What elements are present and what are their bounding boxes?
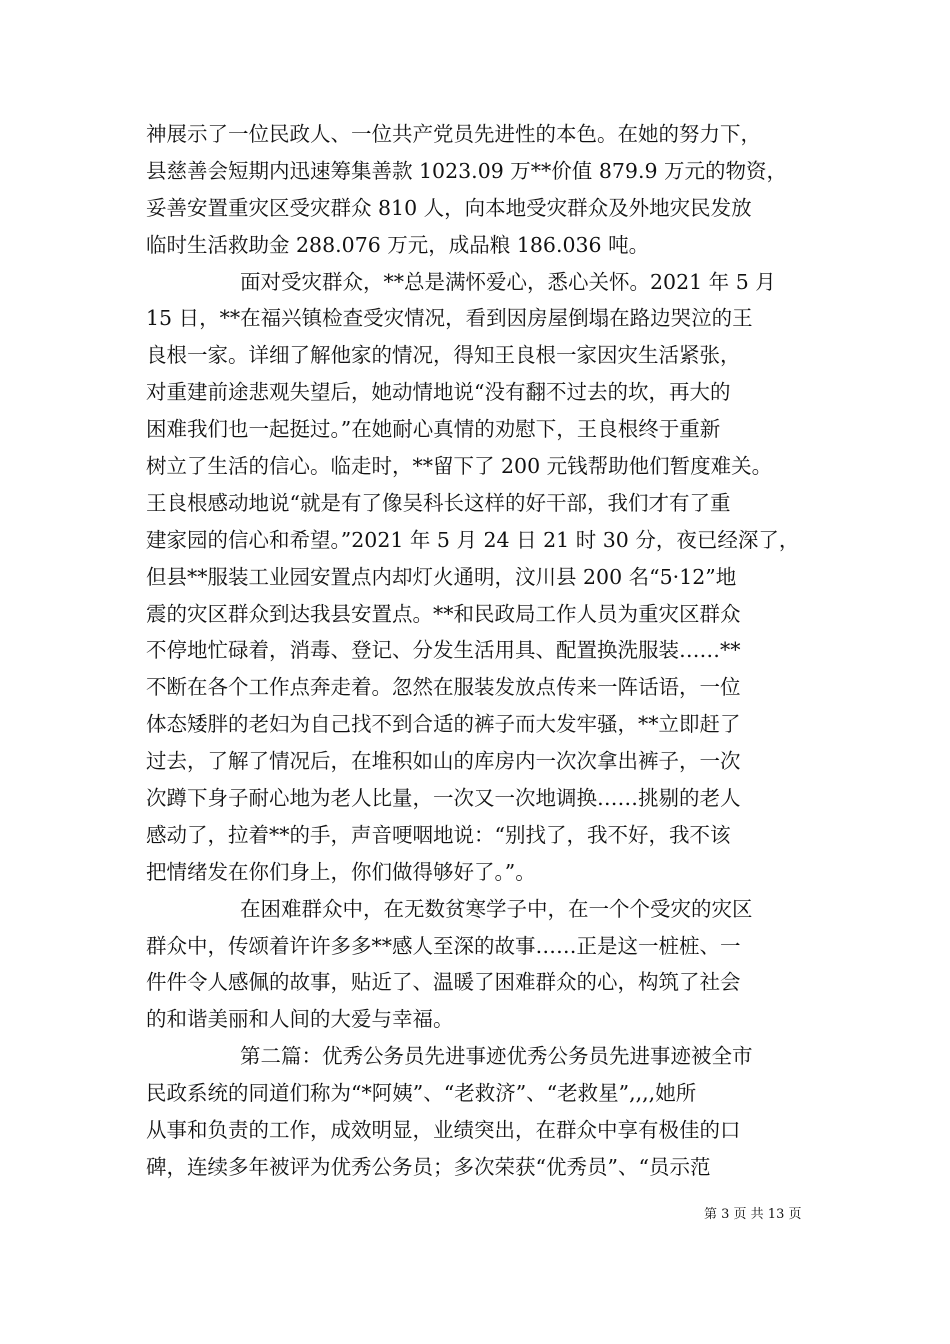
text-line: 从事和负责的工作，成效明显，业绩突出，在群众中享有极佳的口 bbox=[146, 1118, 741, 1143]
text-line: 困难我们也一起挺过。”在她耐心真情的劝慰下，王良根终于重新 bbox=[146, 417, 721, 442]
text-line: 群众中，传颂着许许多多**感人至深的故事……正是这一桩桩、一 bbox=[146, 933, 741, 958]
text-line: 但县**服装工业园安置点内却灯火通明，汶川县 200 名“5·12”地 bbox=[146, 564, 737, 589]
text-line: 民政系统的同道们称为“*阿姨”、“老救济”、“老救星”,,,,她所 bbox=[146, 1081, 697, 1106]
paragraph-start-line: 在困难群众中，在无数贫寒学子中，在一个个受灾的灾区 bbox=[240, 896, 753, 921]
text-line: 15 日，**在福兴镇检查受灾情况，看到因房屋倒塌在路边哭泣的王 bbox=[146, 306, 753, 331]
text-line: 过去，了解了情况后，在堆积如山的库房内一次次拿出裤子，一次 bbox=[146, 749, 741, 774]
body-text bbox=[146, 116, 806, 1186]
text-line: 把情绪发在你们身上，你们做得够好了。”。 bbox=[146, 859, 536, 884]
text-line: 震的灾区群众到达我县安置点。**和民政局工作人员为重灾区群众 bbox=[146, 601, 741, 626]
text-line: 碑，连续多年被评为优秀公务员；多次荣获“优秀员”、“员示范 bbox=[146, 1154, 711, 1179]
paragraph-start-line: 第二篇：优秀公务员先进事迹优秀公务员先进事迹被全市 bbox=[240, 1044, 753, 1069]
text-line: 良根一家。详细了解他家的情况，得知王良根一家因灾生活紧张， bbox=[146, 343, 741, 368]
text-line: 妥善安置重灾区受灾群众 810 人，向本地受灾群众及外地灾民发放 bbox=[146, 195, 752, 220]
text-line: 不断在各个工作点奔走着。忽然在服装发放点传来一阵话语，一位 bbox=[146, 675, 741, 700]
text-line: 体态矮胖的老妇为自己找不到合适的裤子而大发牢骚，**立即赶了 bbox=[146, 712, 741, 737]
page-number: 第 3 页 共 13 页 bbox=[704, 1207, 802, 1222]
text-line: 王良根感动地说“就是有了像吴科长这样的好干部，我们才有了重 bbox=[146, 490, 731, 515]
paragraph-start-line: 面对受灾群众，**总是满怀爱心，悉心关怀。2021 年 5 月 bbox=[240, 269, 776, 294]
text-line: 临时生活救助金 288.076 万元，成品粮 186.036 吨。 bbox=[146, 232, 650, 257]
text-line: 树立了生活的信心。临走时，**留下了 200 元钱帮助他们暂度难关。 bbox=[146, 454, 773, 479]
text-line: 对重建前途悲观失望后，她动情地说“没有翻不过去的坎，再大的 bbox=[146, 380, 731, 405]
text-line: 件件令人感佩的故事，贴近了、温暖了困难群众的心，构筑了社会 bbox=[146, 970, 741, 995]
text-line: 建家园的信心和希望。”2021 年 5 月 24 日 21 时 30 分，夜已经深了， bbox=[146, 527, 800, 552]
text-line: 次蹲下身子耐心地为老人比量，一次又一次地调换……挑剔的老人 bbox=[146, 786, 741, 811]
text-line: 县慈善会短期内迅速筹集善款 1023.09 万**价值 879.9 万元的物资， bbox=[146, 158, 788, 183]
text-line: 神展示了一位民政人、一位共产党员先进性的本色。在她的努力下， bbox=[146, 122, 761, 146]
text-line: 不停地忙碌着，消毒、登记、分发生活用具、配置换洗服装……** bbox=[146, 638, 741, 663]
text-line: 的和谐美丽和人间的大爱与幸福。 bbox=[146, 1007, 454, 1032]
text-line: 感动了，拉着**的手，声音哽咽地说：“别找了，我不好，我不该 bbox=[146, 822, 731, 847]
